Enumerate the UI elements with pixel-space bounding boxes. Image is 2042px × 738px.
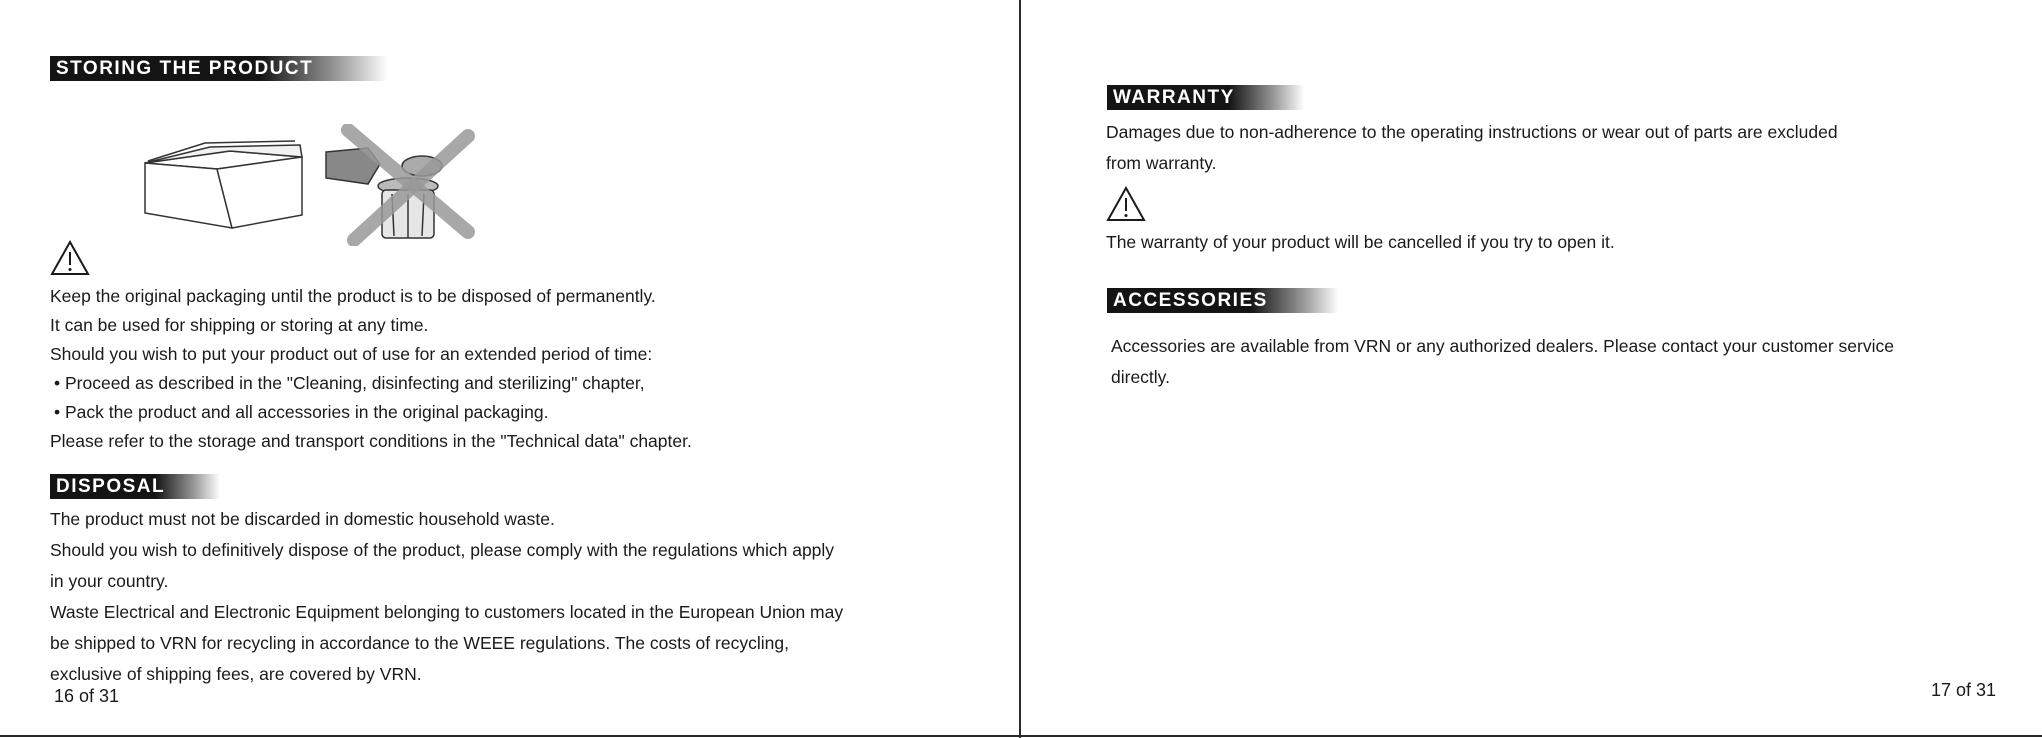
page-divider: [1019, 0, 1021, 738]
warranty-heading: WARRANTY: [1107, 85, 1304, 110]
disposal-line: in your country.: [50, 571, 169, 591]
disposal-line: Should you wish to definitively dispose of the product, please comply with the regulations which apply: [50, 540, 835, 560]
disposal-line: The product must not be discarded in domestic household waste.: [50, 509, 555, 529]
crossed-out-bin-icon: [318, 124, 480, 246]
accessories-line: directly.: [1111, 367, 1170, 387]
disposal-line: exclusive of shipping fees, are covered by VRN.: [50, 664, 422, 684]
box-icon: [140, 125, 310, 231]
page-number-right: 17 of 31: [1931, 680, 1997, 700]
warranty-line: The warranty of your product will be cancelled if you try to open it.: [1106, 232, 1615, 252]
warning-triangle-icon: [50, 240, 90, 276]
accessories-heading: ACCESSORIES: [1107, 288, 1339, 313]
storing-bullet: • Proceed as described in the "Cleaning, disinfecting and sterilizing" chapter,: [54, 373, 645, 393]
left-page: [0, 0, 1020, 738]
storing-line: Keep the original packaging until the product is to be disposed of permanently.: [50, 286, 656, 306]
storing-line: Please refer to the storage and transport conditions in the "Technical data" chapter.: [50, 431, 692, 451]
right-page: [1022, 0, 2042, 738]
bottom-rule: [0, 735, 2042, 737]
disposal-heading: DISPOSAL: [50, 474, 220, 499]
page-number-left: 16 of 31: [54, 686, 120, 706]
disposal-line: be shipped to VRN for recycling in accordance to the WEEE regulations. The costs of recycling,: [50, 633, 789, 653]
storing-line: Should you wish to put your product out of use for an extended period of time:: [50, 344, 653, 364]
storing-line: It can be used for shipping or storing at any time.: [50, 315, 429, 335]
storing-heading: STORING THE PRODUCT: [50, 56, 388, 81]
warranty-line: Damages due to non-adherence to the operating instructions or wear out of parts are excluded: [1106, 122, 1838, 142]
accessories-line: Accessories are available from VRN or any authorized dealers. Please contact your customer service: [1111, 336, 1894, 356]
disposal-line: Waste Electrical and Electronic Equipment belonging to customers located in the European Union may: [50, 602, 844, 622]
warning-triangle-icon: [1106, 186, 1146, 222]
storing-bullet: • Pack the product and all accessories in the original packaging.: [54, 402, 549, 422]
warranty-line: from warranty.: [1106, 153, 1217, 173]
